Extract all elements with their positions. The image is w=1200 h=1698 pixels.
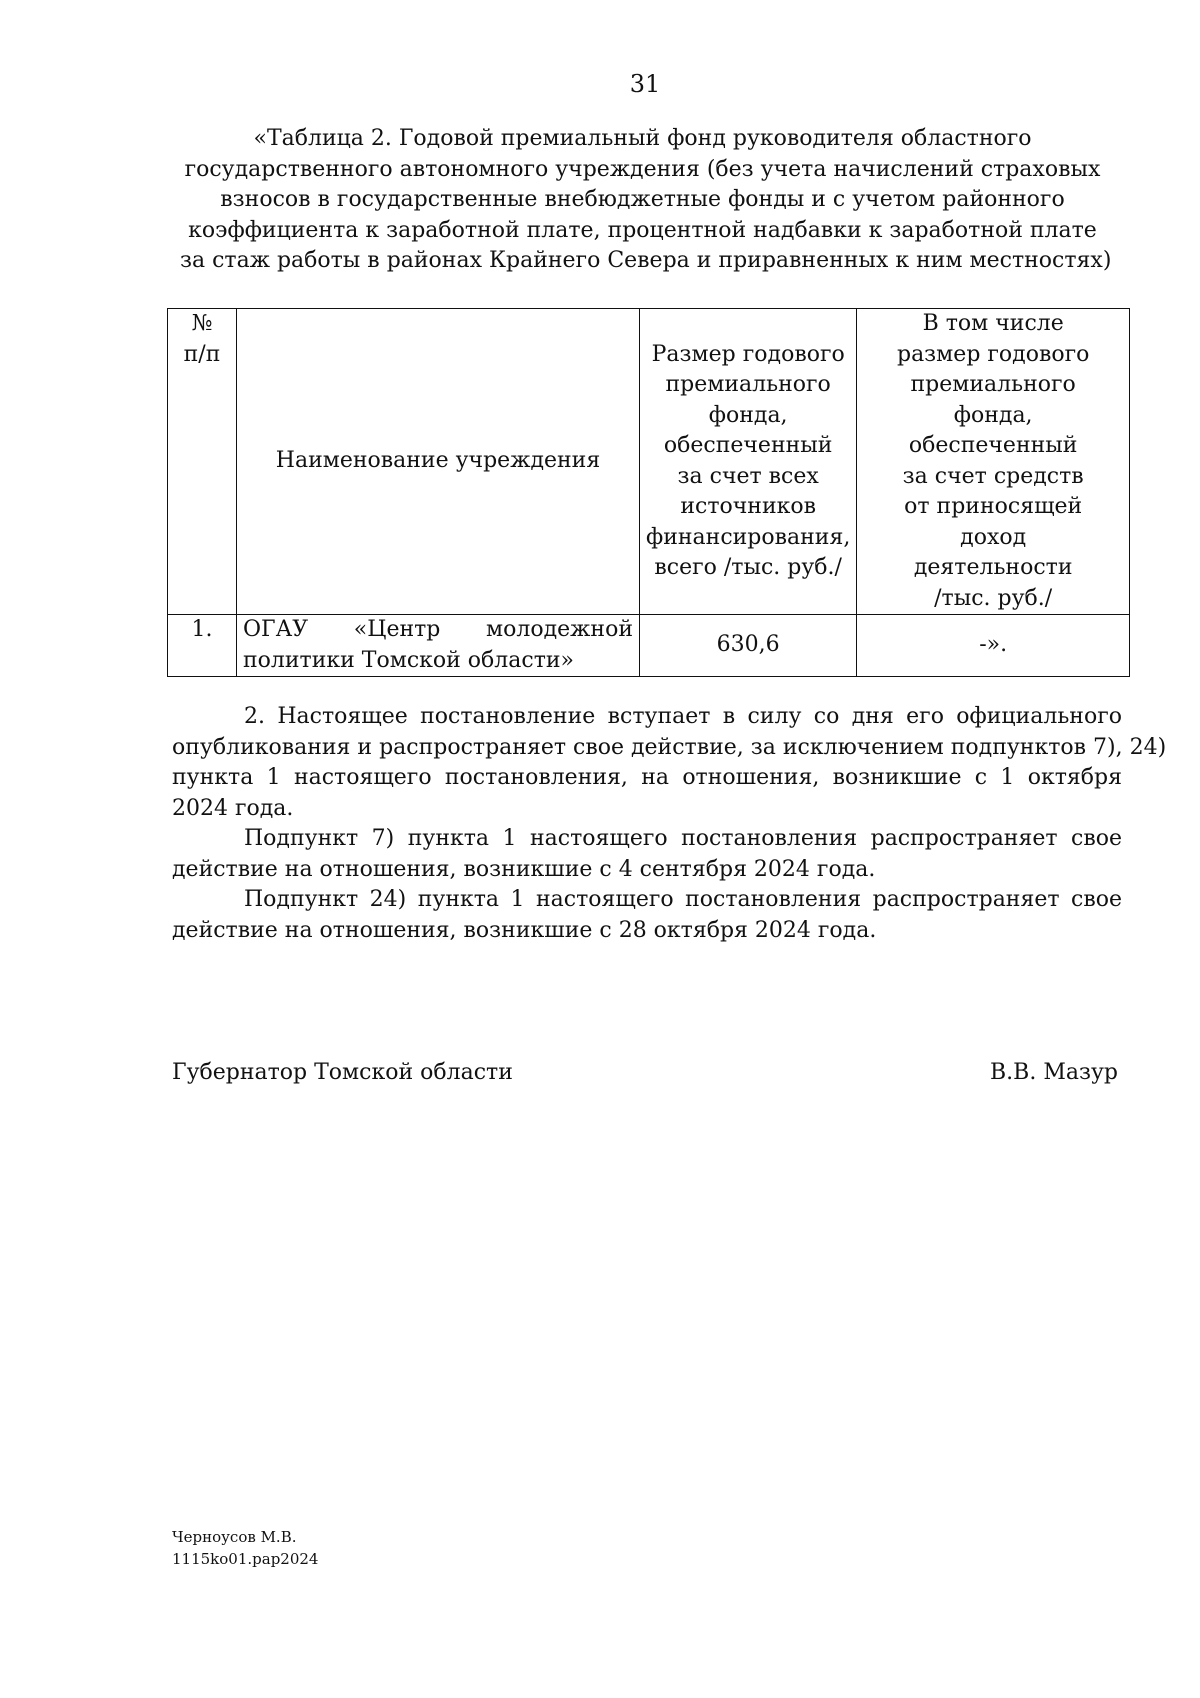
paragraph-line: действие на отношения, возникшие с 28 октября 2024 года.: [172, 917, 877, 943]
header-income-line: фонда,: [953, 402, 1033, 428]
header-total-line: фонда,: [708, 402, 788, 428]
row-name-line: ОГАУ «Центр молодежной: [243, 617, 633, 642]
footer-doc-code: 1115ko01.pap2024: [172, 1550, 319, 1568]
footer-author: Черноусов М.В.: [172, 1528, 297, 1546]
header-income-line: за счет средств: [902, 463, 1084, 489]
paragraph-line: опубликования и распространяет свое действие, за исключением подпунктов 7), 24): [172, 734, 1167, 760]
table-title-line: «Таблица 2. Годовой премиальный фонд руководителя областного: [253, 126, 1032, 151]
header-income-line: от приносящей: [904, 494, 1083, 519]
premium-fund-table: [167, 308, 1130, 677]
paragraph-effective-date: [172, 702, 1167, 824]
row-total-fund: 630,6: [640, 615, 857, 677]
header-income-line: премиального: [910, 372, 1076, 397]
header-total-line: Размер годового: [651, 341, 845, 367]
row-income-fund: -».: [857, 615, 1130, 677]
header-number: [168, 309, 237, 615]
paragraph-line: 2024 года.: [172, 795, 294, 821]
row-number: 1.: [168, 615, 237, 677]
table-header-row: [168, 309, 1130, 615]
header-total-fund: [640, 309, 857, 615]
header-total-line: источников: [680, 494, 816, 519]
signatory-name: В.В. Мазур: [990, 1060, 1118, 1085]
table-title-line: коэффициента к заработной плате, процентной надбавки к заработной плате: [188, 217, 1097, 243]
table-title: [180, 124, 1112, 277]
signatory-position: Губернатор Томской области: [172, 1060, 513, 1085]
header-income-line: доход: [960, 524, 1027, 550]
paragraph-line: действие на отношения, возникшие с 4 сентября 2024 года.: [172, 856, 876, 882]
header-income-line: В том числе: [922, 311, 1064, 336]
row-institution-name: [237, 615, 640, 677]
table-row: [168, 615, 1130, 677]
table-title-line: взносов в государственные внебюджетные фонды и с учетом районного: [220, 187, 1065, 212]
paragraph-line: Подпункт 7) пункта 1 настоящего постановления распространяет свое: [244, 826, 1122, 851]
header-total-line: всего /тыс. руб./: [654, 555, 842, 580]
header-income-line: /тыс. руб./: [934, 585, 1053, 611]
page-number: 31: [629, 70, 661, 98]
paragraph-line: Подпункт 24) пункта 1 настоящего постановления распространяет свое: [244, 887, 1122, 912]
header-income-fund: [857, 309, 1130, 615]
header-number-line: п/п: [183, 341, 221, 367]
table-title-line: государственного автономного учреждения (без учета начислений страховых: [184, 156, 1101, 182]
signature-block: [172, 1060, 1118, 1085]
header-income-line: обеспеченный: [908, 433, 1078, 458]
header-total-line: финансирования,: [646, 524, 851, 550]
header-income-line: размер годового: [896, 341, 1090, 367]
document-footer: [172, 1526, 318, 1570]
paragraph-subpoint-7: [172, 824, 1122, 885]
header-institution-name: Наименование учреждения: [237, 309, 640, 615]
row-name-line: политики Томской области»: [243, 647, 574, 673]
header-total-line: обеспеченный: [663, 433, 833, 458]
header-total-line: за счет всех: [677, 463, 819, 489]
paragraph-line: 2. Настоящее постановление вступает в силу со дня его официального: [244, 704, 1122, 729]
table-title-line: за стаж работы в районах Крайнего Севера и приравненных к ним местностях): [180, 248, 1112, 273]
header-total-line: премиального: [665, 372, 831, 397]
header-income-line: деятельности: [913, 555, 1073, 580]
paragraph-subpoint-24: [172, 885, 1122, 946]
header-number-line: №: [191, 311, 213, 336]
paragraph-line: пункта 1 настоящего постановления, на отношения, возникшие с 1 октября: [172, 765, 1122, 790]
